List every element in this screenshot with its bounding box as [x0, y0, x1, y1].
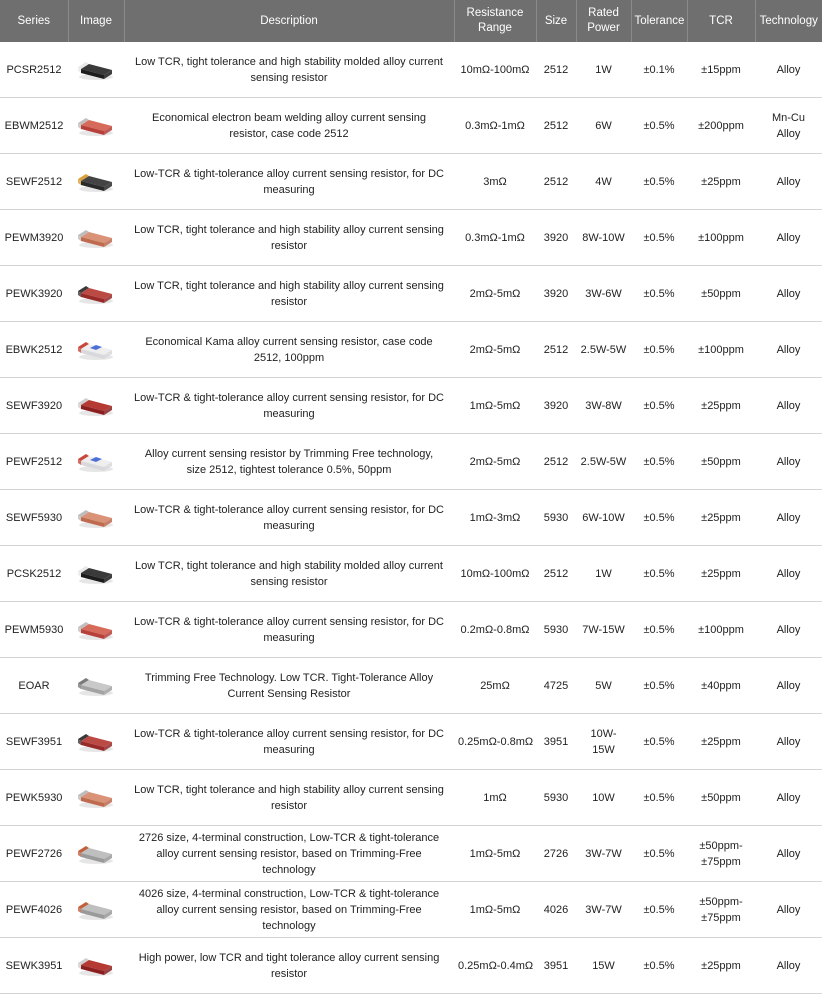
rated-power-cell: 4W [576, 154, 631, 210]
description-cell: Low-TCR & tight-tolerance alloy current sensing resistor, for DC measuring [124, 602, 454, 658]
column-header-tcr[interactable]: TCR [687, 0, 755, 42]
table-row[interactable] [0, 658, 822, 714]
copper-alloy-resistor-icon [76, 226, 116, 250]
size-cell: 2512 [536, 98, 576, 154]
silver-bracket-resistor-icon [76, 674, 116, 698]
table-row[interactable] [0, 882, 822, 938]
copper-alloy-resistor-icon [76, 786, 116, 810]
technology-cell: Mn-Cu Alloy [755, 98, 822, 154]
image-cell[interactable] [68, 770, 124, 826]
black-molded-resistor-icon [76, 562, 116, 586]
table-row[interactable] [0, 322, 822, 378]
tcr-cell: ±25ppm [687, 154, 755, 210]
image-cell[interactable] [68, 714, 124, 770]
rated-power-cell: 1W [576, 546, 631, 602]
tcr-cell: ±50ppm-±75ppm [687, 826, 755, 882]
four-terminal-resistor-icon [76, 898, 116, 922]
technology-cell: Alloy [755, 546, 822, 602]
table-row[interactable] [0, 98, 822, 154]
red-dark-resistor-icon [76, 730, 116, 754]
table-header-row [0, 0, 822, 42]
series-cell[interactable]: EOAR [0, 658, 68, 714]
tolerance-cell: ±0.5% [631, 546, 687, 602]
description-cell: Low-TCR & tight-tolerance alloy current sensing resistor, for DC measuring [124, 714, 454, 770]
tolerance-cell: ±0.5% [631, 826, 687, 882]
image-cell[interactable] [68, 98, 124, 154]
description-cell: Low-TCR & tight-tolerance alloy current sensing resistor, for DC measuring [124, 378, 454, 434]
image-cell[interactable] [68, 602, 124, 658]
image-cell[interactable] [68, 42, 124, 98]
resistance-range-cell: 0.3mΩ-1mΩ [454, 210, 536, 266]
size-cell: 3951 [536, 714, 576, 770]
description-cell: Low-TCR & tight-tolerance alloy current sensing resistor, for DC measuring [124, 154, 454, 210]
rated-power-cell: 10W-15W [576, 714, 631, 770]
blue-silver-resistor-icon [76, 450, 116, 474]
tolerance-cell: ±0.1% [631, 42, 687, 98]
series-cell[interactable]: PEWK3920 [0, 266, 68, 322]
column-header-tolerance[interactable]: Tolerance [631, 0, 687, 42]
rated-power-cell: 3W-7W [576, 826, 631, 882]
series-cell[interactable]: PEWF2512 [0, 434, 68, 490]
size-cell: 3951 [536, 938, 576, 994]
image-cell[interactable] [68, 266, 124, 322]
image-cell[interactable] [68, 490, 124, 546]
copper-alloy-resistor-icon [76, 506, 116, 530]
resistance-range-cell: 2mΩ-5mΩ [454, 322, 536, 378]
image-cell[interactable] [68, 434, 124, 490]
table-row[interactable] [0, 490, 822, 546]
size-cell: 3920 [536, 378, 576, 434]
description-cell: Low TCR, tight tolerance and high stability molded alloy current sensing resistor [124, 42, 454, 98]
image-cell[interactable] [68, 378, 124, 434]
resistance-range-cell: 1mΩ-5mΩ [454, 826, 536, 882]
tolerance-cell: ±0.5% [631, 98, 687, 154]
series-cell[interactable]: EBWM2512 [0, 98, 68, 154]
red-dark-resistor-icon [76, 282, 116, 306]
series-cell[interactable]: SEWF3920 [0, 378, 68, 434]
technology-cell: Alloy [755, 714, 822, 770]
tcr-cell: ±50ppm [687, 434, 755, 490]
tolerance-cell: ±0.5% [631, 154, 687, 210]
rated-power-cell: 2.5W-5W [576, 434, 631, 490]
rated-power-cell: 3W-8W [576, 378, 631, 434]
technology-cell: Alloy [755, 658, 822, 714]
size-cell: 2726 [536, 826, 576, 882]
technology-cell: Alloy [755, 938, 822, 994]
series-cell[interactable]: EBWK2512 [0, 322, 68, 378]
tolerance-cell: ±0.5% [631, 602, 687, 658]
size-cell: 2512 [536, 434, 576, 490]
technology-cell: Alloy [755, 154, 822, 210]
resistance-range-cell: 25mΩ [454, 658, 536, 714]
table-row[interactable] [0, 42, 822, 98]
column-header-technology[interactable]: Technology [755, 0, 822, 42]
size-cell: 2512 [536, 322, 576, 378]
table-row[interactable] [0, 210, 822, 266]
rated-power-cell: 15W [576, 938, 631, 994]
column-header-description: Description [124, 0, 454, 42]
description-cell: Economical electron beam welding alloy current sensing resistor, case code 2512 [124, 98, 454, 154]
series-cell[interactable]: SEWF3951 [0, 714, 68, 770]
image-cell[interactable] [68, 322, 124, 378]
technology-cell: Alloy [755, 322, 822, 378]
size-cell: 2512 [536, 546, 576, 602]
technology-cell: Alloy [755, 210, 822, 266]
resistance-range-cell: 10mΩ-100mΩ [454, 546, 536, 602]
rated-power-cell: 1W [576, 42, 631, 98]
tolerance-cell: ±0.5% [631, 882, 687, 938]
series-cell[interactable]: PEWF2726 [0, 826, 68, 882]
description-cell: Trimming Free Technology. Low TCR. Tight-Tolerance Alloy Current Sensing Resistor [124, 658, 454, 714]
size-cell: 5930 [536, 602, 576, 658]
resistance-range-cell: 3mΩ [454, 154, 536, 210]
tcr-cell: ±50ppm [687, 770, 755, 826]
image-cell[interactable] [68, 546, 124, 602]
size-cell: 3920 [536, 266, 576, 322]
series-cell[interactable]: SEWF2512 [0, 154, 68, 210]
rated-power-cell: 2.5W-5W [576, 322, 631, 378]
tolerance-cell: ±0.5% [631, 322, 687, 378]
description-cell: Economical Kama alloy current sensing resistor, case code 2512, 100ppm [124, 322, 454, 378]
technology-cell: Alloy [755, 490, 822, 546]
blue-silver-resistor-icon [76, 338, 116, 362]
tolerance-cell: ±0.5% [631, 658, 687, 714]
image-cell[interactable] [68, 154, 124, 210]
resistance-range-cell: 1mΩ-5mΩ [454, 882, 536, 938]
black-molded-resistor-icon [76, 58, 116, 82]
column-header-image: Image [68, 0, 124, 42]
size-cell: 4026 [536, 882, 576, 938]
rated-power-cell: 5W [576, 658, 631, 714]
table-row[interactable] [0, 378, 822, 434]
resistance-range-cell: 0.25mΩ-0.8mΩ [454, 714, 536, 770]
technology-cell: Alloy [755, 882, 822, 938]
resistance-range-cell: 2mΩ-5mΩ [454, 266, 536, 322]
description-cell: Low TCR, tight tolerance and high stability molded alloy current sensing resistor [124, 546, 454, 602]
description-cell: Low-TCR & tight-tolerance alloy current sensing resistor, for DC measuring [124, 490, 454, 546]
tolerance-cell: ±0.5% [631, 714, 687, 770]
resistance-range-cell: 1mΩ-5mΩ [454, 378, 536, 434]
series-cell[interactable]: PEWM5930 [0, 602, 68, 658]
technology-cell: Alloy [755, 434, 822, 490]
rated-power-cell: 6W [576, 98, 631, 154]
description-cell: 2726 size, 4-terminal construction, Low-TCR & tight-tolerance alloy current sensing resistor, based on Trimming-Free technology [124, 826, 454, 882]
tolerance-cell: ±0.5% [631, 210, 687, 266]
tcr-cell: ±100ppm [687, 322, 755, 378]
tcr-cell: ±50ppm-±75ppm [687, 882, 755, 938]
table-row[interactable] [0, 826, 822, 882]
rated-power-cell: 3W-6W [576, 266, 631, 322]
tcr-cell: ±25ppm [687, 490, 755, 546]
gold-black-resistor-icon [76, 170, 116, 194]
table-row[interactable] [0, 602, 822, 658]
rated-power-cell: 3W-7W [576, 882, 631, 938]
table-body [0, 42, 822, 994]
dark-red-resistor-icon [76, 394, 116, 418]
column-header-size[interactable]: Size [536, 0, 576, 42]
tolerance-cell: ±0.5% [631, 770, 687, 826]
description-cell: Low TCR, tight tolerance and high stability alloy current sensing resistor [124, 210, 454, 266]
table-row[interactable] [0, 266, 822, 322]
resistance-range-cell: 1mΩ-3mΩ [454, 490, 536, 546]
tcr-cell: ±100ppm [687, 602, 755, 658]
size-cell: 2512 [536, 154, 576, 210]
size-cell: 3920 [536, 210, 576, 266]
series-cell[interactable]: SEWF5930 [0, 490, 68, 546]
red-alloy-resistor-icon [76, 618, 116, 642]
tcr-cell: ±25ppm [687, 546, 755, 602]
size-cell: 5930 [536, 490, 576, 546]
table-row[interactable] [0, 434, 822, 490]
technology-cell: Alloy [755, 42, 822, 98]
resistance-range-cell: 0.25mΩ-0.4mΩ [454, 938, 536, 994]
tolerance-cell: ±0.5% [631, 434, 687, 490]
description-cell: 4026 size, 4-terminal construction, Low-TCR & tight-tolerance alloy current sensing resistor, based on Trimming-Free technology [124, 882, 454, 938]
technology-cell: Alloy [755, 602, 822, 658]
tolerance-cell: ±0.5% [631, 266, 687, 322]
technology-cell: Alloy [755, 770, 822, 826]
tolerance-cell: ±0.5% [631, 490, 687, 546]
resistance-range-cell: 0.2mΩ-0.8mΩ [454, 602, 536, 658]
size-cell: 5930 [536, 770, 576, 826]
resistance-range-cell: 1mΩ [454, 770, 536, 826]
technology-cell: Alloy [755, 826, 822, 882]
description-cell: High power, low TCR and tight tolerance alloy current sensing resistor [124, 938, 454, 994]
resistance-range-cell: 0.3mΩ-1mΩ [454, 98, 536, 154]
series-cell[interactable]: PEWF4026 [0, 882, 68, 938]
description-cell: Low TCR, tight tolerance and high stability alloy current sensing resistor [124, 266, 454, 322]
rated-power-cell: 10W [576, 770, 631, 826]
tcr-cell: ±25ppm [687, 714, 755, 770]
description-cell: Low TCR, tight tolerance and high stability alloy current sensing resistor [124, 770, 454, 826]
tcr-cell: ±200ppm [687, 98, 755, 154]
dark-red-resistor-icon [76, 954, 116, 978]
image-cell[interactable] [68, 882, 124, 938]
tcr-cell: ±40ppm [687, 658, 755, 714]
tcr-cell: ±100ppm [687, 210, 755, 266]
image-cell[interactable] [68, 210, 124, 266]
tcr-cell: ±15ppm [687, 42, 755, 98]
image-cell[interactable] [68, 826, 124, 882]
rated-power-cell: 6W-10W [576, 490, 631, 546]
series-cell[interactable]: PCSK2512 [0, 546, 68, 602]
column-header-rated-power[interactable]: Rated Power [576, 0, 631, 42]
tcr-cell: ±25ppm [687, 378, 755, 434]
column-header-series[interactable]: Series [0, 0, 68, 42]
tcr-cell: ±50ppm [687, 266, 755, 322]
tcr-cell: ±25ppm [687, 938, 755, 994]
rated-power-cell: 8W-10W [576, 210, 631, 266]
resistance-range-cell: 2mΩ-5mΩ [454, 434, 536, 490]
series-cell[interactable]: PEWK5930 [0, 770, 68, 826]
table-row[interactable] [0, 714, 822, 770]
series-cell[interactable]: PCSR2512 [0, 42, 68, 98]
series-cell[interactable]: SEWK3951 [0, 938, 68, 994]
tolerance-cell: ±0.5% [631, 378, 687, 434]
table-row[interactable] [0, 770, 822, 826]
size-cell: 4725 [536, 658, 576, 714]
image-cell[interactable] [68, 938, 124, 994]
technology-cell: Alloy [755, 378, 822, 434]
resistance-range-cell: 10mΩ-100mΩ [454, 42, 536, 98]
table-row[interactable] [0, 154, 822, 210]
table-row[interactable] [0, 938, 822, 994]
image-cell[interactable] [68, 658, 124, 714]
series-cell[interactable]: PEWM3920 [0, 210, 68, 266]
description-cell: Alloy current sensing resistor by Trimming Free technology, size 2512, tightest tolerance 0.5%, 50ppm [124, 434, 454, 490]
table-row[interactable] [0, 546, 822, 602]
four-terminal-resistor-icon [76, 842, 116, 866]
tolerance-cell: ±0.5% [631, 938, 687, 994]
rated-power-cell: 7W-15W [576, 602, 631, 658]
column-header-resistance-range[interactable]: Resistance Range [454, 0, 536, 42]
technology-cell: Alloy [755, 266, 822, 322]
size-cell: 2512 [536, 42, 576, 98]
red-alloy-resistor-icon [76, 114, 116, 138]
